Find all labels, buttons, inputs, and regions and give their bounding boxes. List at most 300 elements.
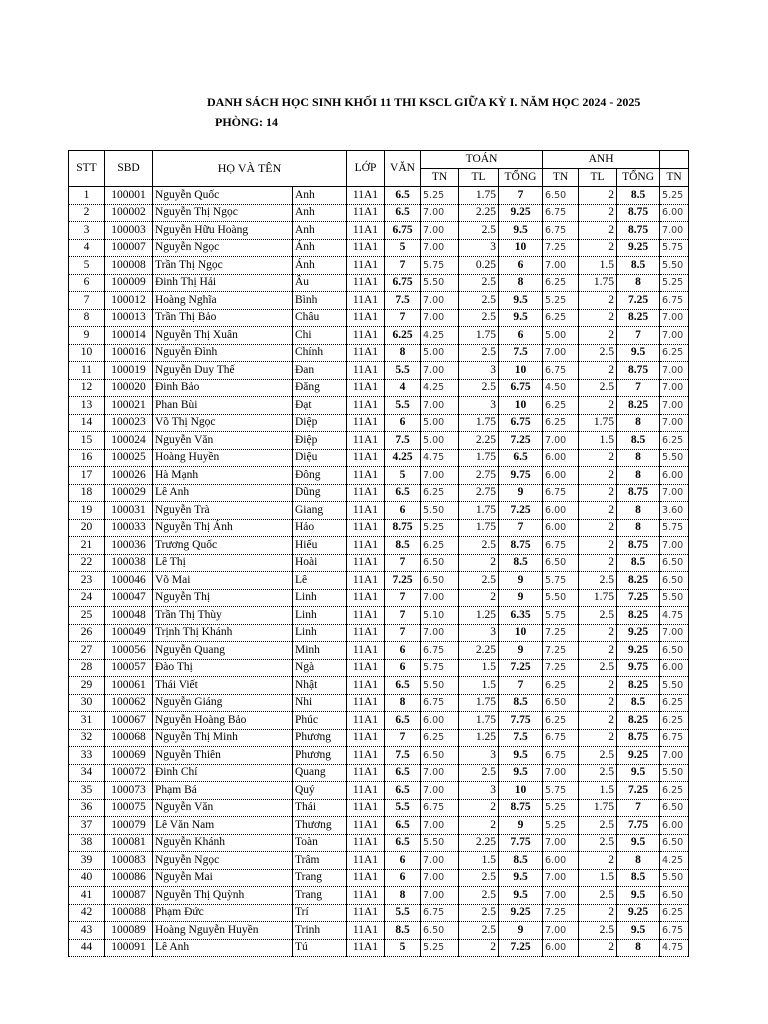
cell-lop: 11A1 bbox=[347, 729, 385, 747]
cell-toan-tl: 3 bbox=[459, 624, 499, 642]
cell-toan-tong: 9.5 bbox=[499, 869, 543, 887]
cell-stt: 15 bbox=[69, 432, 105, 450]
table-row bbox=[69, 362, 689, 380]
cell-stt: 25 bbox=[69, 607, 105, 625]
cell-ho: Nguyễn Khánh bbox=[153, 834, 293, 852]
cell-toan-tn: 7.00 bbox=[421, 852, 459, 870]
cell-lop: 11A1 bbox=[347, 519, 385, 537]
cell-sbd: 100013 bbox=[105, 309, 153, 327]
cell-ten: Toàn bbox=[293, 834, 347, 852]
cell-lop: 11A1 bbox=[347, 642, 385, 660]
table-row bbox=[69, 309, 689, 327]
cell-anh-tong: 7 bbox=[617, 799, 660, 817]
cell-sbd: 100026 bbox=[105, 467, 153, 485]
cell-extra: 6.00 bbox=[660, 659, 689, 677]
cell-toan-tong: 9 bbox=[499, 922, 543, 940]
cell-anh-tong: 8.75 bbox=[617, 204, 660, 222]
cell-anh-tn: 7.25 bbox=[543, 904, 579, 922]
header-class: LỚP bbox=[347, 151, 385, 187]
cell-lop: 11A1 bbox=[347, 222, 385, 240]
cell-anh-tl: 2 bbox=[579, 624, 617, 642]
cell-anh-tn: 7.25 bbox=[543, 239, 579, 257]
cell-lop: 11A1 bbox=[347, 712, 385, 730]
cell-stt: 3 bbox=[69, 222, 105, 240]
cell-toan-tn: 7.00 bbox=[421, 362, 459, 380]
table-row bbox=[69, 537, 689, 555]
cell-ten: Phương bbox=[293, 729, 347, 747]
cell-stt: 10 bbox=[69, 344, 105, 362]
cell-extra: 5.75 bbox=[660, 519, 689, 537]
cell-anh-tl: 2.5 bbox=[579, 834, 617, 852]
cell-anh-tl: 1.75 bbox=[579, 414, 617, 432]
cell-extra: 5.25 bbox=[660, 274, 689, 292]
cell-toan-tn: 5.00 bbox=[421, 432, 459, 450]
cell-van: 6.75 bbox=[385, 274, 421, 292]
cell-toan-tong: 6 bbox=[499, 327, 543, 345]
cell-anh-tn: 6.25 bbox=[543, 712, 579, 730]
cell-anh-tn: 6.75 bbox=[543, 537, 579, 555]
cell-anh-tong: 7 bbox=[617, 327, 660, 345]
cell-sbd: 100081 bbox=[105, 834, 153, 852]
cell-anh-tl: 2.5 bbox=[579, 747, 617, 765]
cell-van: 5 bbox=[385, 239, 421, 257]
cell-ten: Linh bbox=[293, 624, 347, 642]
cell-anh-tl: 2 bbox=[579, 309, 617, 327]
cell-extra: 4.25 bbox=[660, 852, 689, 870]
cell-anh-tn: 6.75 bbox=[543, 484, 579, 502]
cell-anh-tl: 2 bbox=[579, 537, 617, 555]
table-row bbox=[69, 449, 689, 467]
cell-toan-tong: 8.5 bbox=[499, 694, 543, 712]
cell-toan-tn: 7.00 bbox=[421, 292, 459, 310]
cell-anh-tong: 8.75 bbox=[617, 729, 660, 747]
cell-sbd: 100091 bbox=[105, 939, 153, 957]
cell-toan-tl: 2.5 bbox=[459, 572, 499, 590]
cell-stt: 13 bbox=[69, 397, 105, 415]
cell-toan-tong: 7.25 bbox=[499, 502, 543, 520]
cell-sbd: 100001 bbox=[105, 187, 153, 205]
table-row bbox=[69, 764, 689, 782]
cell-van: 5 bbox=[385, 939, 421, 957]
cell-toan-tong: 7.25 bbox=[499, 432, 543, 450]
cell-toan-tn: 6.50 bbox=[421, 554, 459, 572]
cell-anh-tn: 6.50 bbox=[543, 694, 579, 712]
cell-anh-tn: 4.50 bbox=[543, 379, 579, 397]
table-row bbox=[69, 852, 689, 870]
cell-anh-tong: 8.5 bbox=[617, 432, 660, 450]
header-anh-tn: TN bbox=[543, 169, 579, 187]
cell-sbd: 100003 bbox=[105, 222, 153, 240]
cell-anh-tn: 6.50 bbox=[543, 187, 579, 205]
cell-toan-tn: 7.00 bbox=[421, 589, 459, 607]
cell-toan-tn: 5.25 bbox=[421, 939, 459, 957]
cell-lop: 11A1 bbox=[347, 904, 385, 922]
cell-anh-tn: 7.00 bbox=[543, 887, 579, 905]
cell-anh-tn: 7.00 bbox=[543, 869, 579, 887]
cell-toan-tong: 9.75 bbox=[499, 467, 543, 485]
header-anh-tong: TỔNG bbox=[617, 169, 660, 187]
cell-sbd: 100012 bbox=[105, 292, 153, 310]
cell-van: 7.5 bbox=[385, 292, 421, 310]
cell-lop: 11A1 bbox=[347, 607, 385, 625]
cell-anh-tong: 9.5 bbox=[617, 344, 660, 362]
cell-anh-tn: 6.25 bbox=[543, 309, 579, 327]
cell-lop: 11A1 bbox=[347, 659, 385, 677]
cell-stt: 7 bbox=[69, 292, 105, 310]
cell-extra: 6.50 bbox=[660, 642, 689, 660]
cell-stt: 34 bbox=[69, 764, 105, 782]
cell-anh-tl: 2 bbox=[579, 204, 617, 222]
cell-anh-tong: 9.5 bbox=[617, 764, 660, 782]
cell-toan-tong: 8 bbox=[499, 274, 543, 292]
table-body bbox=[69, 187, 689, 957]
cell-toan-tong: 7 bbox=[499, 519, 543, 537]
cell-toan-tl: 1.75 bbox=[459, 414, 499, 432]
cell-toan-tn: 7.00 bbox=[421, 239, 459, 257]
cell-anh-tong: 8.75 bbox=[617, 484, 660, 502]
cell-ten: Anh bbox=[293, 204, 347, 222]
cell-lop: 11A1 bbox=[347, 852, 385, 870]
cell-lop: 11A1 bbox=[347, 537, 385, 555]
cell-toan-tong: 8.75 bbox=[499, 799, 543, 817]
cell-stt: 8 bbox=[69, 309, 105, 327]
cell-van: 5.5 bbox=[385, 397, 421, 415]
cell-ho: Nguyễn Đình bbox=[153, 344, 293, 362]
cell-toan-tn: 5.50 bbox=[421, 677, 459, 695]
cell-extra: 6.75 bbox=[660, 292, 689, 310]
table-row bbox=[69, 204, 689, 222]
cell-van: 8.5 bbox=[385, 537, 421, 555]
cell-sbd: 100086 bbox=[105, 869, 153, 887]
cell-stt: 26 bbox=[69, 624, 105, 642]
cell-toan-tn: 5.25 bbox=[421, 519, 459, 537]
cell-anh-tn: 5.75 bbox=[543, 572, 579, 590]
cell-toan-tn: 6.50 bbox=[421, 922, 459, 940]
cell-ho: Hoàng Nguyễn Huyền bbox=[153, 922, 293, 940]
cell-ten: Diệu bbox=[293, 449, 347, 467]
cell-ho: Đào Thị bbox=[153, 659, 293, 677]
cell-sbd: 100083 bbox=[105, 852, 153, 870]
cell-stt: 31 bbox=[69, 712, 105, 730]
cell-ho: Nguyễn Văn bbox=[153, 432, 293, 450]
cell-anh-tong: 8 bbox=[617, 449, 660, 467]
cell-extra: 5.25 bbox=[660, 187, 689, 205]
cell-sbd: 100087 bbox=[105, 887, 153, 905]
cell-van: 6 bbox=[385, 852, 421, 870]
header-stt: STT bbox=[69, 151, 105, 187]
cell-ten: Diệp bbox=[293, 414, 347, 432]
cell-lop: 11A1 bbox=[347, 554, 385, 572]
cell-ten: Minh bbox=[293, 642, 347, 660]
cell-anh-tl: 2.5 bbox=[579, 344, 617, 362]
cell-sbd: 100048 bbox=[105, 607, 153, 625]
cell-lop: 11A1 bbox=[347, 572, 385, 590]
cell-toan-tn: 5.00 bbox=[421, 414, 459, 432]
cell-anh-tong: 8.5 bbox=[617, 694, 660, 712]
cell-anh-tn: 6.75 bbox=[543, 747, 579, 765]
cell-ten: Dũng bbox=[293, 484, 347, 502]
cell-extra: 7.00 bbox=[660, 624, 689, 642]
table-row bbox=[69, 659, 689, 677]
cell-ho: Đinh Chí bbox=[153, 764, 293, 782]
cell-extra: 6.50 bbox=[660, 799, 689, 817]
cell-anh-tl: 2 bbox=[579, 712, 617, 730]
cell-extra: 4.75 bbox=[660, 607, 689, 625]
cell-toan-tong: 7.5 bbox=[499, 344, 543, 362]
document-title: DANH SÁCH HỌC SINH KHỐI 11 THI KSCL GIỮA KỲ I. NĂM HỌC 2024 - 2025 bbox=[207, 95, 641, 109]
cell-sbd: 100021 bbox=[105, 397, 153, 415]
cell-toan-tn: 7.00 bbox=[421, 887, 459, 905]
cell-anh-tl: 2.5 bbox=[579, 887, 617, 905]
cell-sbd: 100075 bbox=[105, 799, 153, 817]
cell-toan-tn: 5.00 bbox=[421, 344, 459, 362]
cell-lop: 11A1 bbox=[347, 239, 385, 257]
cell-toan-tl: 1.75 bbox=[459, 502, 499, 520]
cell-ho: Nguyễn Văn bbox=[153, 799, 293, 817]
cell-van: 6.5 bbox=[385, 817, 421, 835]
cell-toan-tong: 7.75 bbox=[499, 712, 543, 730]
cell-ten: Điệp bbox=[293, 432, 347, 450]
cell-anh-tn: 6.00 bbox=[543, 467, 579, 485]
cell-ten: Trang bbox=[293, 887, 347, 905]
cell-anh-tong: 8.75 bbox=[617, 222, 660, 240]
cell-van: 4 bbox=[385, 379, 421, 397]
cell-toan-tn: 6.25 bbox=[421, 729, 459, 747]
cell-ten: Trinh bbox=[293, 922, 347, 940]
cell-anh-tl: 2.5 bbox=[579, 379, 617, 397]
cell-ho: Nguyễn Trà bbox=[153, 502, 293, 520]
cell-lop: 11A1 bbox=[347, 467, 385, 485]
cell-ho: Đinh Bảo bbox=[153, 379, 293, 397]
cell-anh-tong: 7 bbox=[617, 379, 660, 397]
cell-extra: 6.25 bbox=[660, 344, 689, 362]
cell-anh-tong: 8.5 bbox=[617, 257, 660, 275]
cell-extra: 7.00 bbox=[660, 309, 689, 327]
cell-toan-tn: 5.50 bbox=[421, 502, 459, 520]
cell-anh-tl: 2 bbox=[579, 222, 617, 240]
cell-ho: Trần Thị Ngọc bbox=[153, 257, 293, 275]
cell-stt: 40 bbox=[69, 869, 105, 887]
cell-anh-tong: 8 bbox=[617, 519, 660, 537]
cell-ten: Trang bbox=[293, 869, 347, 887]
cell-anh-tl: 2 bbox=[579, 554, 617, 572]
cell-anh-tl: 1.75 bbox=[579, 589, 617, 607]
table-row bbox=[69, 607, 689, 625]
table-row bbox=[69, 414, 689, 432]
cell-anh-tong: 9.25 bbox=[617, 747, 660, 765]
cell-anh-tong: 8.25 bbox=[617, 677, 660, 695]
cell-anh-tong: 8.5 bbox=[617, 869, 660, 887]
table-row bbox=[69, 922, 689, 940]
header-toan-tl: TL bbox=[459, 169, 499, 187]
cell-toan-tl: 2.25 bbox=[459, 834, 499, 852]
cell-toan-tl: 3 bbox=[459, 782, 499, 800]
cell-ten: Ngà bbox=[293, 659, 347, 677]
cell-stt: 17 bbox=[69, 467, 105, 485]
cell-extra: 7.00 bbox=[660, 537, 689, 555]
cell-sbd: 100079 bbox=[105, 817, 153, 835]
cell-ten: Đạt bbox=[293, 397, 347, 415]
cell-toan-tong: 9 bbox=[499, 642, 543, 660]
cell-anh-tl: 2 bbox=[579, 292, 617, 310]
cell-van: 8.5 bbox=[385, 922, 421, 940]
cell-ho: Thái Viết bbox=[153, 677, 293, 695]
cell-toan-tn: 7.00 bbox=[421, 624, 459, 642]
cell-stt: 43 bbox=[69, 922, 105, 940]
cell-anh-tong: 8 bbox=[617, 467, 660, 485]
cell-ho: Nguyễn Thiên bbox=[153, 747, 293, 765]
cell-ten: Trâm bbox=[293, 852, 347, 870]
cell-stt: 32 bbox=[69, 729, 105, 747]
cell-sbd: 100062 bbox=[105, 694, 153, 712]
cell-van: 7.5 bbox=[385, 432, 421, 450]
cell-anh-tn: 7.00 bbox=[543, 834, 579, 852]
cell-anh-tn: 6.50 bbox=[543, 554, 579, 572]
cell-van: 7.25 bbox=[385, 572, 421, 590]
cell-van: 7 bbox=[385, 257, 421, 275]
cell-van: 6.5 bbox=[385, 204, 421, 222]
cell-anh-tn: 7.25 bbox=[543, 659, 579, 677]
cell-toan-tn: 6.50 bbox=[421, 572, 459, 590]
cell-anh-tn: 5.75 bbox=[543, 782, 579, 800]
table-row bbox=[69, 344, 689, 362]
cell-ten: Giang bbox=[293, 502, 347, 520]
cell-stt: 12 bbox=[69, 379, 105, 397]
cell-sbd: 100002 bbox=[105, 204, 153, 222]
cell-stt: 2 bbox=[69, 204, 105, 222]
cell-anh-tong: 8.75 bbox=[617, 537, 660, 555]
header-toan: TOÁN bbox=[421, 151, 543, 169]
cell-stt: 11 bbox=[69, 362, 105, 380]
table-row bbox=[69, 642, 689, 660]
cell-toan-tong: 6.75 bbox=[499, 379, 543, 397]
cell-toan-tl: 1.25 bbox=[459, 607, 499, 625]
cell-anh-tl: 2 bbox=[579, 502, 617, 520]
cell-ho: Nguyễn Giáng bbox=[153, 694, 293, 712]
cell-anh-tn: 6.25 bbox=[543, 274, 579, 292]
cell-sbd: 100020 bbox=[105, 379, 153, 397]
cell-ten: Đông bbox=[293, 467, 347, 485]
cell-stt: 24 bbox=[69, 589, 105, 607]
cell-ho: Nguyễn Hữu Hoàng bbox=[153, 222, 293, 240]
table-row bbox=[69, 519, 689, 537]
cell-stt: 41 bbox=[69, 887, 105, 905]
cell-toan-tl: 2.5 bbox=[459, 274, 499, 292]
cell-extra: 6.50 bbox=[660, 554, 689, 572]
cell-toan-tl: 2.5 bbox=[459, 904, 499, 922]
cell-lop: 11A1 bbox=[347, 887, 385, 905]
cell-toan-tong: 7.25 bbox=[499, 659, 543, 677]
cell-toan-tn: 5.75 bbox=[421, 659, 459, 677]
cell-anh-tl: 2 bbox=[579, 327, 617, 345]
cell-anh-tn: 6.00 bbox=[543, 939, 579, 957]
cell-lop: 11A1 bbox=[347, 484, 385, 502]
cell-ho: Phạm Bá bbox=[153, 782, 293, 800]
cell-anh-tn: 6.25 bbox=[543, 677, 579, 695]
cell-ho: Hoàng Nghĩa bbox=[153, 292, 293, 310]
cell-extra: 7.00 bbox=[660, 327, 689, 345]
cell-toan-tn: 5.50 bbox=[421, 274, 459, 292]
cell-lop: 11A1 bbox=[347, 187, 385, 205]
cell-toan-tong: 10 bbox=[499, 397, 543, 415]
cell-anh-tl: 2 bbox=[579, 362, 617, 380]
cell-lop: 11A1 bbox=[347, 747, 385, 765]
cell-ho: Võ Thị Ngọc bbox=[153, 414, 293, 432]
cell-toan-tn: 5.75 bbox=[421, 257, 459, 275]
cell-anh-tn: 5.25 bbox=[543, 292, 579, 310]
table-row bbox=[69, 589, 689, 607]
cell-toan-tl: 2.5 bbox=[459, 222, 499, 240]
cell-anh-tong: 7.25 bbox=[617, 292, 660, 310]
cell-ten: Phúc bbox=[293, 712, 347, 730]
cell-anh-tl: 2.5 bbox=[579, 922, 617, 940]
cell-ho: Lê Văn Nam bbox=[153, 817, 293, 835]
cell-anh-tong: 8.25 bbox=[617, 397, 660, 415]
cell-stt: 37 bbox=[69, 817, 105, 835]
cell-toan-tl: 3 bbox=[459, 747, 499, 765]
cell-lop: 11A1 bbox=[347, 677, 385, 695]
cell-toan-tn: 6.25 bbox=[421, 537, 459, 555]
cell-toan-tn: 6.25 bbox=[421, 484, 459, 502]
cell-toan-tl: 2 bbox=[459, 589, 499, 607]
cell-toan-tl: 1.5 bbox=[459, 677, 499, 695]
cell-anh-tn: 5.25 bbox=[543, 799, 579, 817]
cell-ten: Ánh bbox=[293, 257, 347, 275]
table-row bbox=[69, 712, 689, 730]
cell-anh-tong: 9.25 bbox=[617, 642, 660, 660]
cell-van: 5 bbox=[385, 467, 421, 485]
cell-toan-tn: 7.00 bbox=[421, 764, 459, 782]
cell-van: 5.5 bbox=[385, 904, 421, 922]
cell-van: 6.5 bbox=[385, 187, 421, 205]
cell-anh-tl: 2 bbox=[579, 187, 617, 205]
cell-ten: Trí bbox=[293, 904, 347, 922]
table-row bbox=[69, 904, 689, 922]
cell-ho: Nguyễn Thị Ánh bbox=[153, 519, 293, 537]
cell-anh-tong: 9.75 bbox=[617, 659, 660, 677]
cell-ten: Anh bbox=[293, 187, 347, 205]
table-row bbox=[69, 467, 689, 485]
cell-anh-tl: 2 bbox=[579, 939, 617, 957]
cell-toan-tong: 7.25 bbox=[499, 939, 543, 957]
cell-anh-tl: 2 bbox=[579, 239, 617, 257]
room-label: PHÒNG: 14 bbox=[215, 115, 278, 129]
cell-toan-tong: 7 bbox=[499, 187, 543, 205]
cell-extra: 7.00 bbox=[660, 747, 689, 765]
table-row bbox=[69, 572, 689, 590]
cell-ten: Quang bbox=[293, 764, 347, 782]
cell-stt: 42 bbox=[69, 904, 105, 922]
cell-anh-tl: 2 bbox=[579, 852, 617, 870]
cell-anh-tn: 7.25 bbox=[543, 624, 579, 642]
cell-toan-tl: 1.5 bbox=[459, 659, 499, 677]
cell-extra: 7.00 bbox=[660, 397, 689, 415]
cell-extra: 6.00 bbox=[660, 204, 689, 222]
cell-sbd: 100023 bbox=[105, 414, 153, 432]
cell-anh-tong: 9.25 bbox=[617, 904, 660, 922]
cell-extra: 5.50 bbox=[660, 677, 689, 695]
cell-extra: 7.00 bbox=[660, 362, 689, 380]
cell-anh-tong: 8 bbox=[617, 852, 660, 870]
cell-anh-tong: 9.5 bbox=[617, 922, 660, 940]
cell-toan-tong: 8.75 bbox=[499, 537, 543, 555]
cell-toan-tl: 2.5 bbox=[459, 764, 499, 782]
cell-ho: Lê Anh bbox=[153, 484, 293, 502]
cell-anh-tl: 1.5 bbox=[579, 869, 617, 887]
cell-ho: Nguyễn Hoàng Bảo bbox=[153, 712, 293, 730]
cell-ten: Lê bbox=[293, 572, 347, 590]
cell-anh-tl: 2 bbox=[579, 484, 617, 502]
